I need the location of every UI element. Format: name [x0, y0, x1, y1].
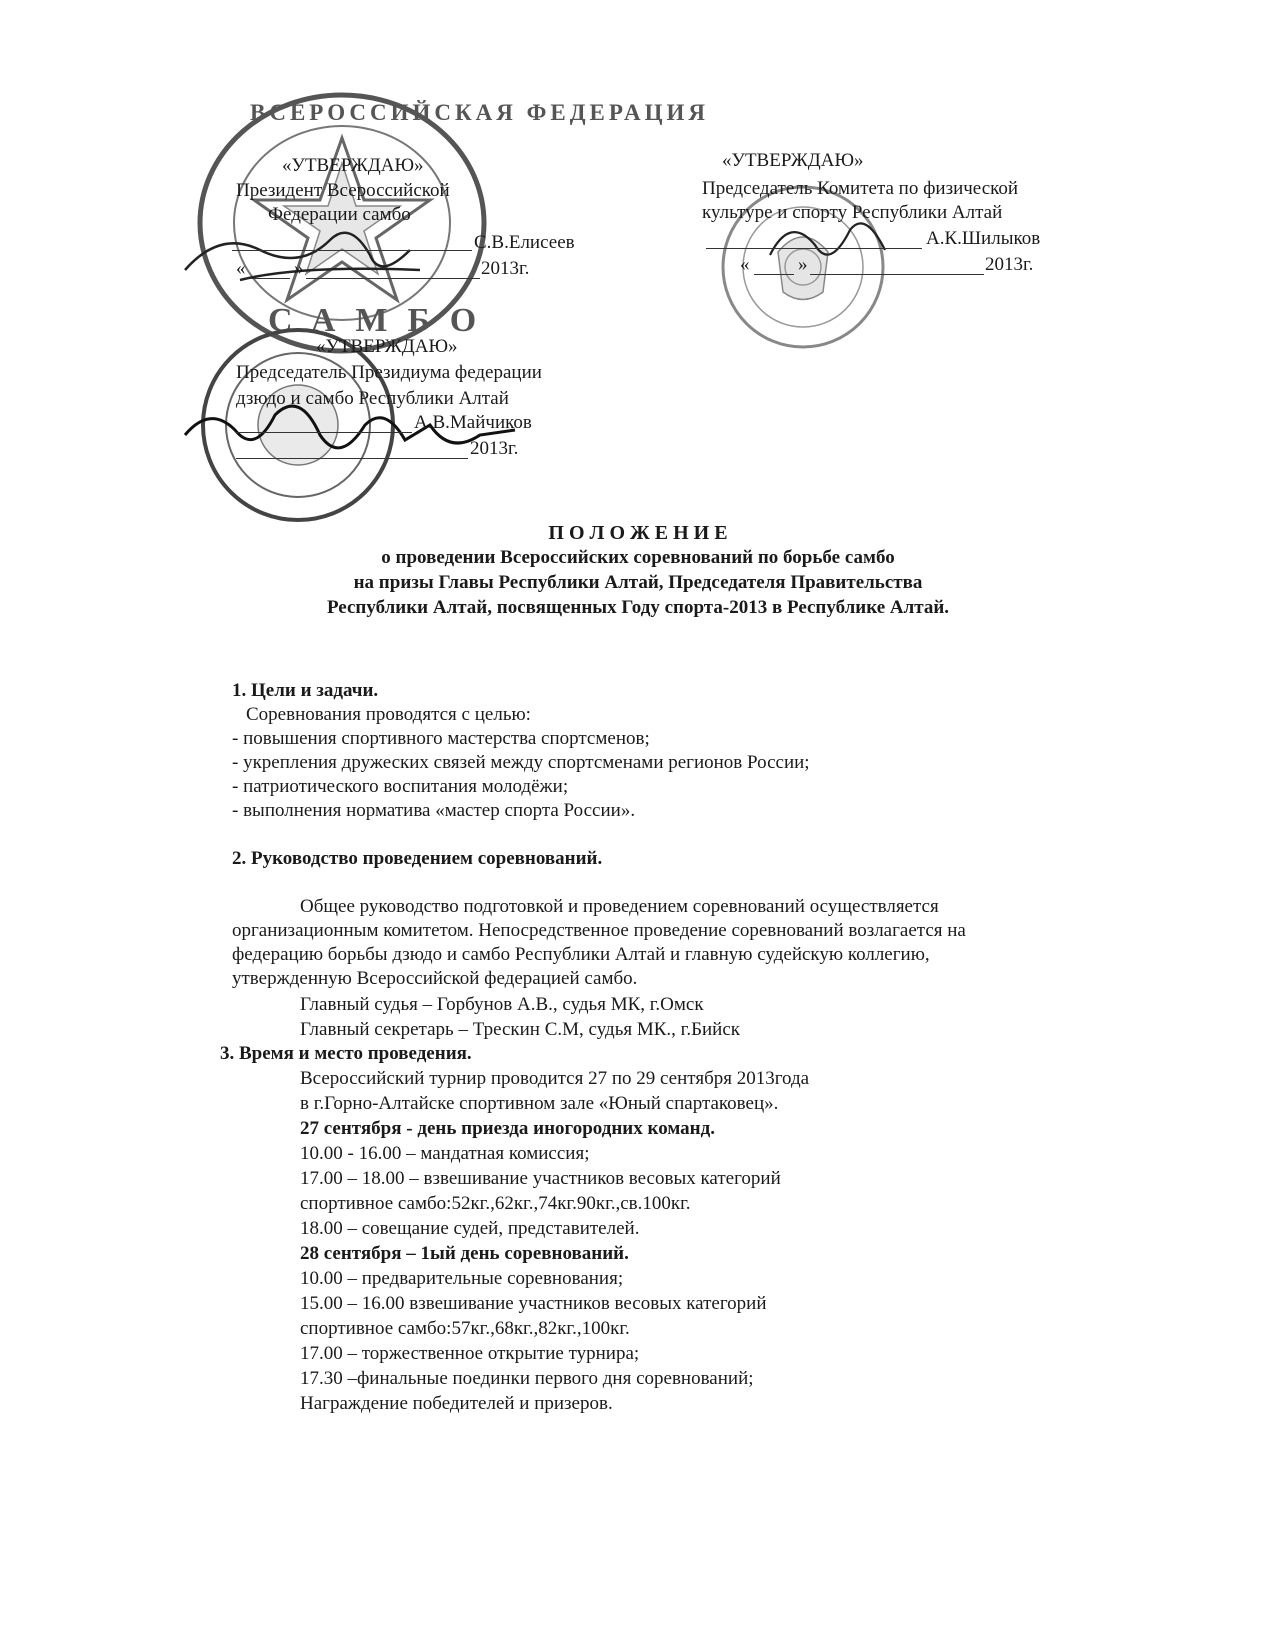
approval-right-top-year: 2013г.: [985, 254, 1034, 275]
section-1-item: - патриотического воспитания молодёжи;: [232, 776, 569, 797]
section-2-paragraph-line: организационным комитетом. Непосредственное проведение соревнований возлагается на: [232, 920, 966, 941]
approval-left-bottom-position-2: дзюдо и самбо Республики Алтай: [236, 388, 509, 409]
day-2-item: 15.00 – 16.00 взвешивание участников весовых категорий: [300, 1293, 767, 1314]
approval-left-top-title: «УТВЕРЖДАЮ»: [282, 155, 424, 176]
seal-text-top: ВСЕРОССИЙСКАЯ ФЕДЕРАЦИЯ: [250, 100, 710, 125]
section-2-paragraph-line: утвержденную Всероссийской федерацией самбо.: [232, 968, 638, 989]
approval-left-top-name: С.В.Елисеев: [474, 232, 575, 253]
approval-left-bottom-year: 2013г.: [470, 438, 519, 459]
document-subtitle-1: о проведении Всероссийских соревнований по борьбе самбо: [381, 547, 895, 568]
approval-left-top-day-line: [250, 278, 290, 279]
section-1-item: - повышения спортивного мастерства спортсменов;: [232, 728, 650, 749]
approval-left-top-position-2: Федерации самбо: [268, 204, 411, 225]
section-1-item: - укрепления дружеских связей между спортсменами регионов России;: [232, 752, 810, 773]
day-2-item: 17.00 – торжественное открытие турнира;: [300, 1343, 640, 1364]
approval-right-top-date-mid: »: [798, 254, 808, 275]
section-2-paragraph-line: Общее руководство подготовкой и проведением соревнований осуществляется: [300, 896, 939, 917]
approval-left-bottom-date-line: [236, 458, 468, 459]
approval-left-bottom-name: А.В.Майчиков: [414, 412, 532, 433]
day-2-item: Награждение победителей и призеров.: [300, 1393, 613, 1414]
document-title: П О Л О Ж Е Н И Е: [548, 522, 728, 544]
approval-left-bottom-position-1: Председатель Президиума федерации: [236, 362, 542, 383]
day-2-heading: 28 сентября – 1ый день соревнований.: [300, 1243, 629, 1264]
approval-right-top-month-line: [810, 274, 984, 275]
approval-right-top-name: А.К.Шилыков: [926, 228, 1041, 249]
document-subtitle-3: Республики Алтай, посвященных Году спорта-2013 в Республике Алтай.: [326, 597, 950, 618]
approval-right-top-date-open: «: [740, 254, 750, 275]
section-1-item: - выполнения норматива «мастер спорта России».: [232, 800, 636, 821]
approval-right-top-position-1: Председатель Комитета по физической: [702, 178, 1019, 199]
approval-right-top-position-2: культуре и спорту Республики Алтай: [702, 202, 1003, 223]
document-subtitle-2: на призы Главы Республики Алтай, Председателя Правительства: [353, 572, 923, 593]
approval-left-top-signature-line: [232, 250, 472, 251]
section-2-chief-judge: Главный судья – Горбунов А.В., судья МК, г.Омск: [300, 994, 704, 1015]
section-2-chief-secretary: Главный секретарь – Трескин С.М, судья МК., г.Бийск: [300, 1019, 740, 1040]
approval-left-top-month-line: [306, 278, 480, 279]
section-2-heading: 2. Руководство проведением соревнований.: [232, 848, 603, 869]
day-1-item: 18.00 – совещание судей, представителей.: [300, 1218, 640, 1239]
day-2-item: 10.00 – предварительные соревнования;: [300, 1268, 624, 1289]
day-1-item: 10.00 - 16.00 – мандатная комиссия;: [300, 1143, 590, 1164]
day-2-item: 17.30 –финальные поединки первого дня соревнований;: [300, 1368, 754, 1389]
section-3-line-2: в г.Горно-Алтайске спортивном зале «Юный спартаковец».: [300, 1093, 779, 1114]
day-1-item: спортивное самбо:52кг.,62кг.,74кг.90кг.,св.100кг.: [300, 1193, 691, 1214]
section-1-heading: 1. Цели и задачи.: [232, 680, 379, 701]
approval-left-top-year: 2013г.: [481, 258, 530, 279]
section-3-heading: 3. Время и место проведения.: [220, 1043, 472, 1064]
day-2-item: спортивное самбо:57кг.,68кг.,82кг.,100кг.: [300, 1318, 630, 1339]
section-1-intro: Соревнования проводятся с целью:: [246, 704, 531, 725]
seal-text-bottom: САМБО: [268, 302, 497, 339]
section-3-line-1: Всероссийский турнир проводится 27 по 29 сентября 2013года: [300, 1068, 810, 1089]
approval-left-top-position-1: Президент Всероссийской: [236, 180, 450, 201]
approval-right-top-signature-line: [706, 248, 922, 249]
approval-left-top-date-open: «: [236, 258, 246, 279]
day-1-heading: 27 сентября - день приезда иногородних команд.: [300, 1118, 715, 1139]
day-1-item: 17.00 – 18.00 – взвешивание участников весовых категорий: [300, 1168, 781, 1189]
approval-right-top-title: «УТВЕРЖДАЮ»: [722, 150, 864, 171]
approval-left-bottom-title: «УТВЕРЖДАЮ»: [316, 336, 458, 357]
section-2-paragraph-line: федерацию борьбы дзюдо и самбо Республики Алтай и главную судейскую коллегию,: [232, 944, 930, 965]
approval-right-top-day-line: [754, 274, 794, 275]
approval-left-top-date-mid: »: [294, 258, 304, 279]
approval-left-bottom-signature-line: [236, 432, 412, 433]
